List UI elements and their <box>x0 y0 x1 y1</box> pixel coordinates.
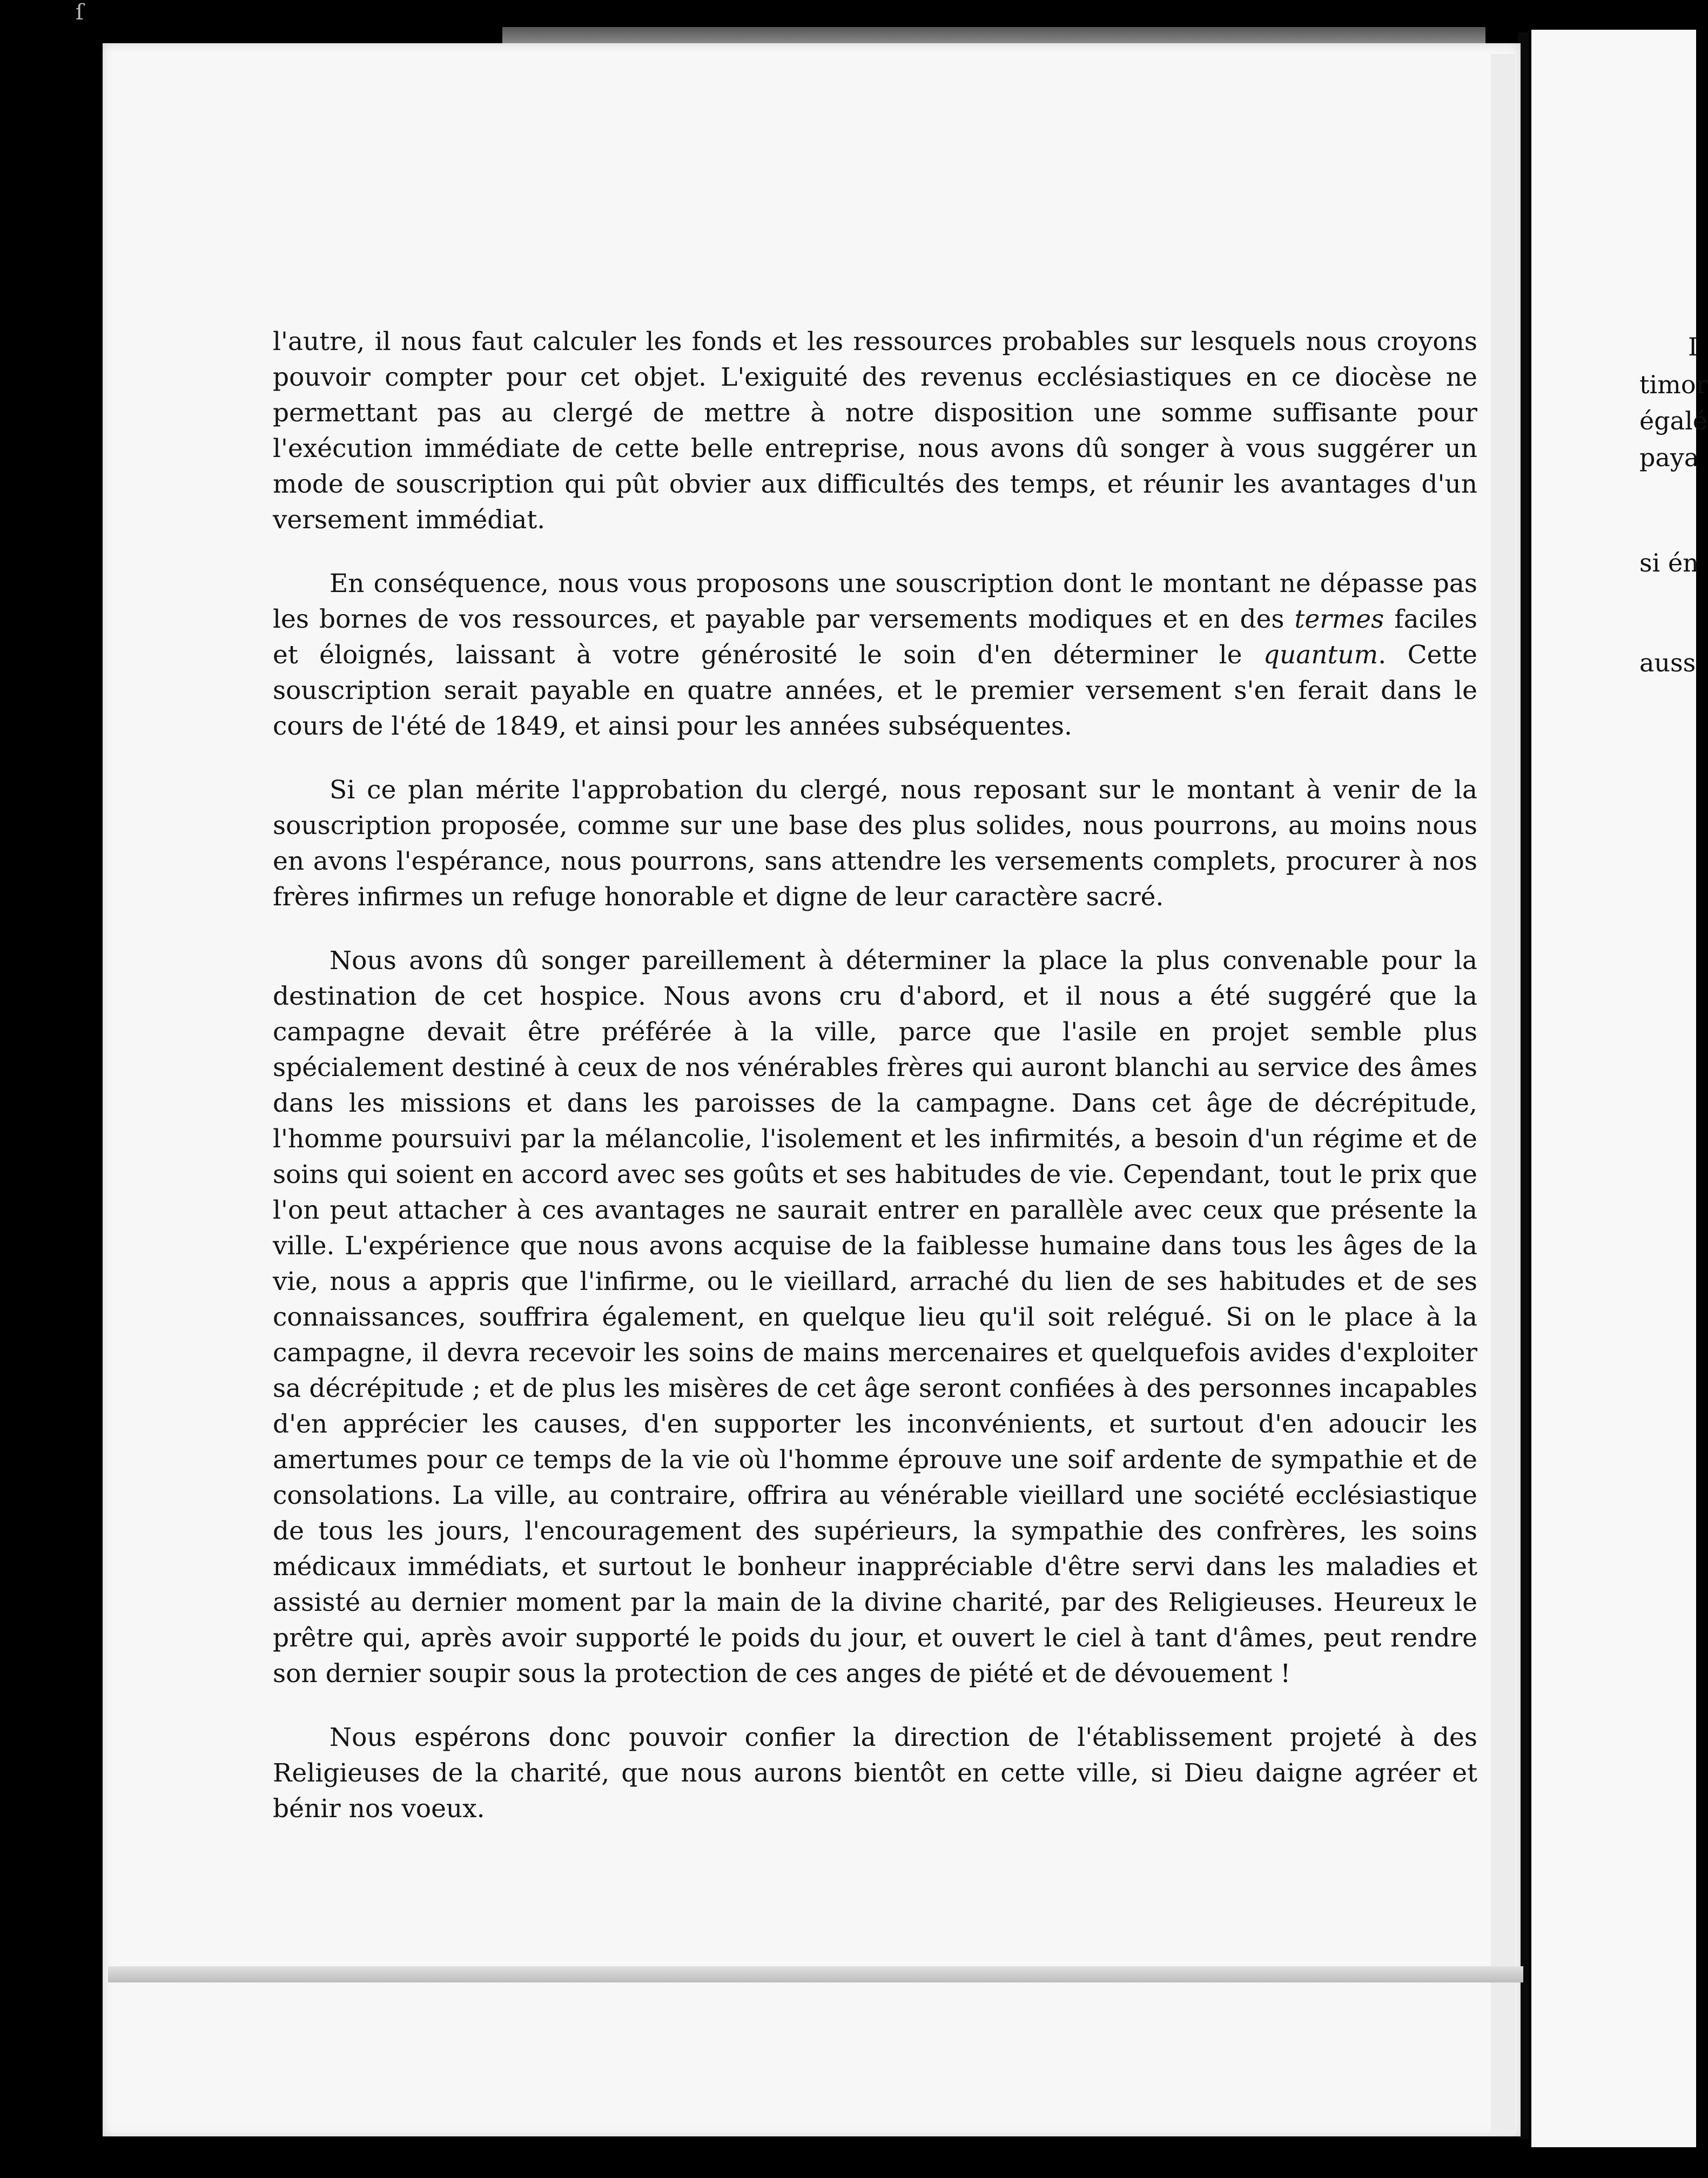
adjacent-page <box>1531 30 1696 2147</box>
page-bottom-shade <box>108 1966 1523 1982</box>
text-run: Si ce plan mérite l'approbation du clergé, nous reposant sur le montant à venir de la souscription proposée, comme sur une base des plus solides, nous pourrons, au moins nous en avons l'espérance, nous pourrons, sans attendre les versements complets, procurer à nos frères infirmes un refuge honorable et digne de leur caractère sacré. <box>273 775 1477 912</box>
adjacent-page-fragment: auss <box>1639 648 1696 677</box>
paragraph <box>273 566 1477 744</box>
adjacent-page-fragment: égalé <box>1639 406 1708 435</box>
adjacent-page-fragment: paya <box>1639 443 1699 472</box>
scan-corner-mark: ſ <box>76 0 84 25</box>
adjacent-page-fragment: timor <box>1639 370 1708 399</box>
text-run: . Cette souscription serait payable en quatre années, et le premier versement s'en ferait dans le cours de l'été de 1849, et ainsi pour les années subséquentes. <box>273 640 1477 741</box>
text-run: Nous avons dû songer pareillement à déterminer la place la plus convenable pour la destination de cet hospice. Nous avons cru d'abord, et il nous a été suggéré que la campagne devait être préférée à la ville, parce que l'asile en projet semble plus spécialement destiné à ceux de nos vénérables frères qui auront blanchi au service des âmes dans les missions et dans les paroisses de la campagne. Dans cet âge de décrépitude, l'homme poursuivi par la mélancolie, l'isolement et les infirmités, a besoin d'un régime et de soins qui soient en accord avec ses goûts et ses habitudes de vie. Cependant, tout le prix que l'on peut attacher à ces avantages ne saurait entrer en parallèle avec ceux que présente la ville. L'expérience que nous avons acquise de la faiblesse humaine dans tous les âges de la vie, nous a appris que l'infirme, ou le vieillard, arraché du lien de ses habitudes et de ses connaissances, souffrira également, en quelque lieu qu'il soit relégué. Si on le place à la campagne, il devra recevoir les soins de mains mercenaires et quelquefois avides d'exploiter sa décrépitude ; et de plus les misères de cet âge seront confiées à des personnes incapables d'en apprécier les causes, d'en supporter les inconvénients, et surtout d'en adoucir les amertumes pour ce temps de la vie où l'homme éprouve une soif ardente de sympathie et de consolations. La ville, au contraire, offrira au vénérable vieillard une société ecclésiastique de tous les jours, l'encouragement des supérieurs, la sympathie des confrères, les soins médicaux immédiats, et surtout le bonheur inappréciable d'être servi dans les maladies et assisté au dernier moment par la main de la divine charité, par des Religieuses. Heureux le prêtre qui, après avoir supporté le poids du jour, et ouvert le ciel à tant d'âmes, peut rendre son dernier soupir sous la protection de ces anges de piété et de dévouement ! <box>273 946 1477 1689</box>
text-run: En conséquence, nous vous proposons une souscription dont le montant ne dépasse pas les bornes de vos ressources, et payable par versements modiques et en des <box>273 569 1477 634</box>
italic-text-run: quantum <box>1263 640 1378 670</box>
body-text <box>273 324 1477 1855</box>
text-run: l'autre, il nous faut calculer les fonds et les ressources probables sur lesquels nous croyons pouvoir compter pour cet objet. L'exiguité des revenus ecclésiastiques en ce diocèse ne permettant pas au clergé de mettre à notre disposition une somme suffisante pour l'exécution immédiate de cette belle entreprise, nous avons dû songer à vous suggérer un mode de souscription qui pût obvier aux difficultés des temps, et réunir les avantages d'un versement immédiat. <box>273 327 1477 535</box>
text-run: faciles et éloignés, laissant à votre générosité le soin d'en déterminer le <box>273 604 1477 670</box>
adjacent-page-fragment: si én <box>1639 548 1699 577</box>
paragraph <box>273 324 1477 538</box>
adjacent-page-fragment: I <box>1688 332 1698 361</box>
paragraph <box>273 772 1477 915</box>
paragraph <box>273 1720 1477 1827</box>
italic-text-run: termes <box>1294 604 1384 634</box>
page-right-edge <box>1491 54 1515 2134</box>
paragraph <box>273 943 1477 1692</box>
text-run: Nous espérons donc pouvoir confier la direction de l'établissement projeté à des Religieuses de la charité, que nous aurons bientôt en cette ville, si Dieu daigne agréer et bénir nos voeux. <box>273 1723 1477 1824</box>
